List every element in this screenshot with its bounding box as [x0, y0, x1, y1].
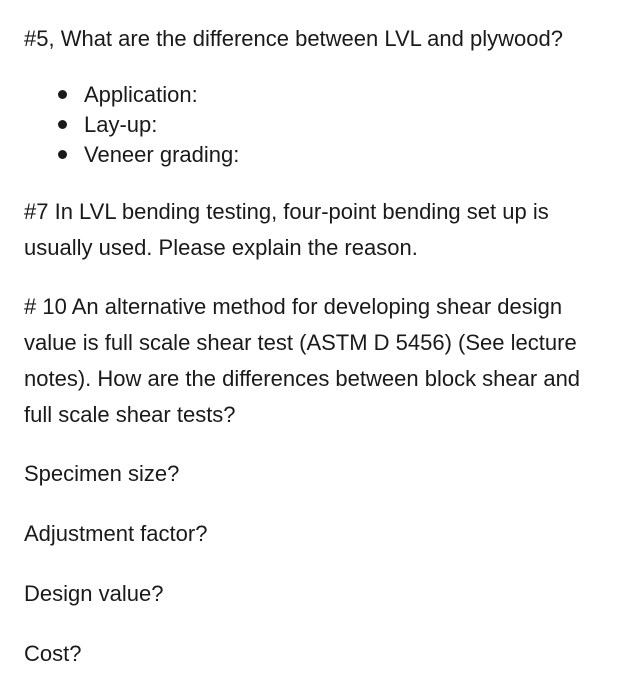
question-10-paragraph: [24, 289, 624, 433]
item-specimen-size: Specimen size?: [24, 461, 180, 486]
bullet-item-application: [54, 80, 239, 110]
question-10-line: value is full scale shear test (ASTM D 5456) (See lecture: [24, 330, 577, 355]
question-10-line: # 10 An alternative method for developing shear design: [24, 294, 563, 319]
question-7-line: usually used. Please explain the reason.: [24, 235, 418, 260]
item-design-value: Design value?: [24, 581, 164, 606]
bullet-item-veneer-grading: [54, 140, 239, 170]
bullet-label: Application:: [84, 82, 198, 107]
bullet-label: Lay-up:: [84, 112, 158, 137]
bullet-item-lay-up: [54, 110, 239, 140]
bullet-dot-icon: [58, 90, 67, 99]
item-adjustment-factor: Adjustment factor?: [24, 521, 208, 546]
question-5-title: #5, What are the difference between LVL and plywood?: [24, 26, 563, 51]
question-7-paragraph: [24, 194, 624, 266]
question-5-bullet-list: [54, 80, 239, 170]
question-10-line: notes). How are the differences between block shear and: [24, 366, 581, 391]
item-cost: Cost?: [24, 641, 82, 666]
question-10-line: full scale shear tests?: [24, 402, 236, 427]
question-7-line: #7 In LVL bending testing, four-point bending set up is: [24, 199, 549, 224]
bullet-label: Veneer grading:: [84, 142, 240, 167]
bullet-dot-icon: [58, 150, 67, 159]
bullet-dot-icon: [58, 120, 67, 129]
